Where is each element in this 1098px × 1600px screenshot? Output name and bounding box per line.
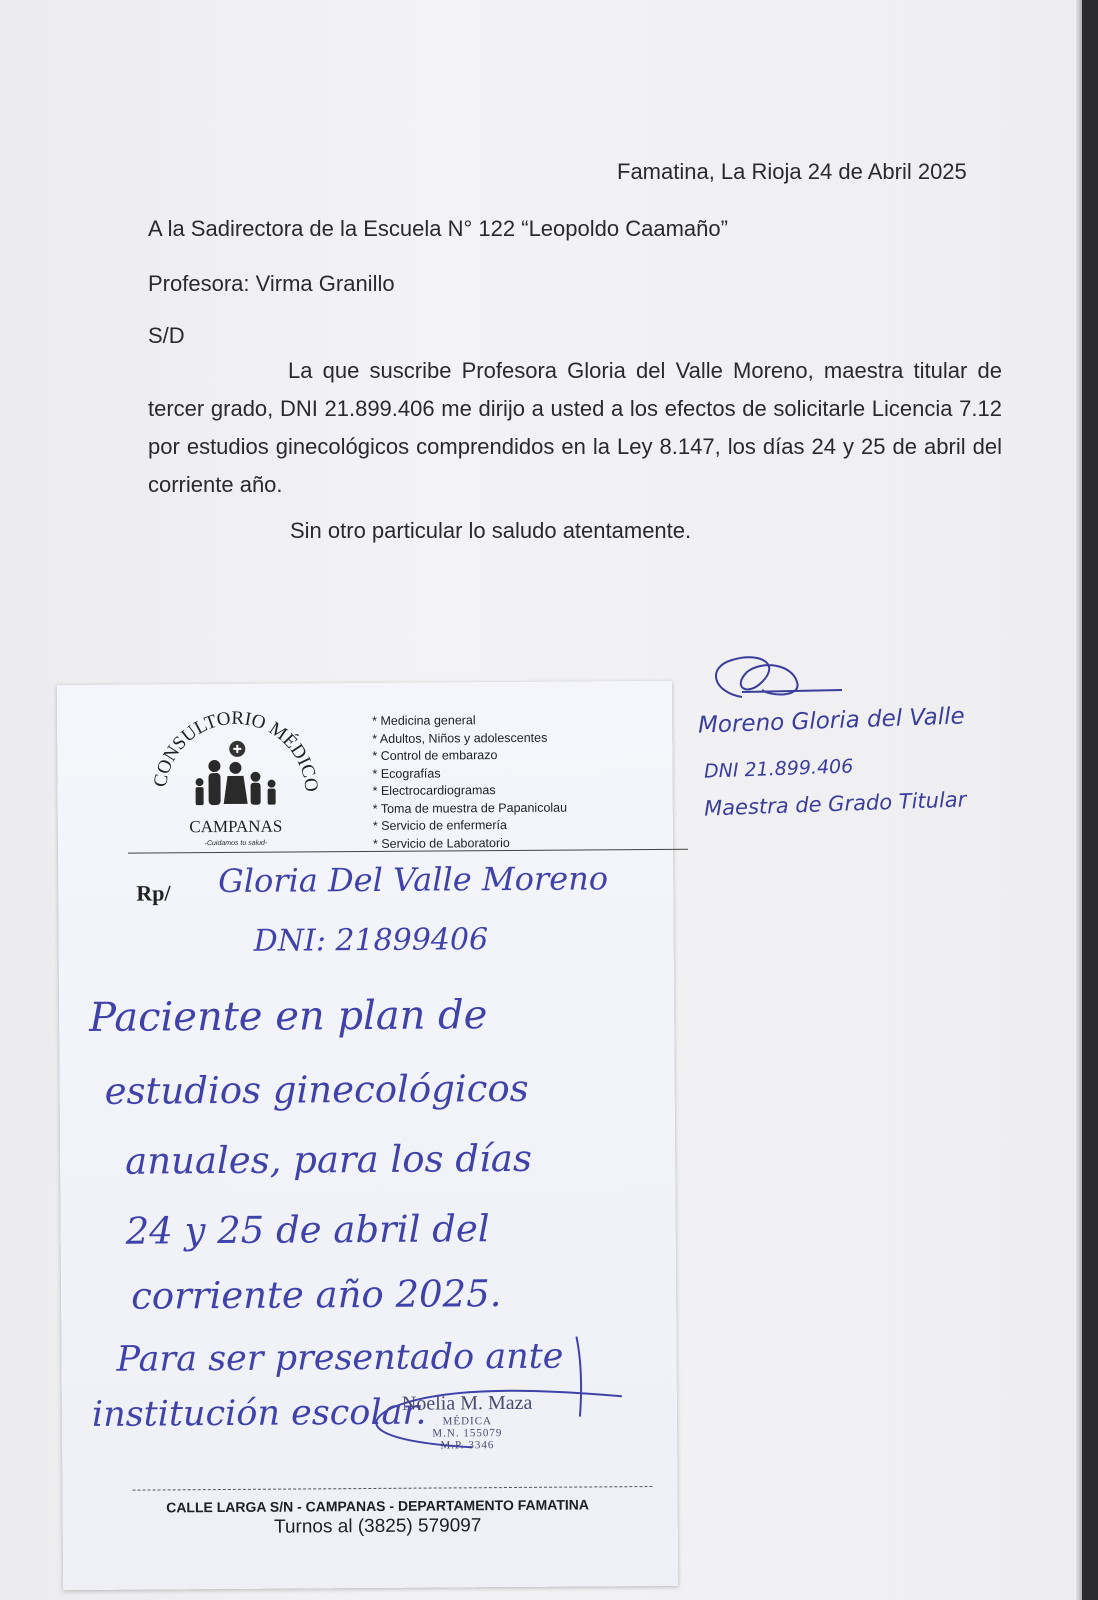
- handwritten-line-3: Paciente en plan de: [89, 992, 488, 1041]
- handwritten-line-4: estudios ginecológicos: [104, 1066, 529, 1113]
- service-item: * Toma de muestra de Papanicolau: [372, 800, 568, 816]
- service-item: * Control de embarazo: [372, 748, 498, 763]
- stamp-mp: M.P. 3346: [440, 1439, 495, 1452]
- letter-professor: Profesora: Virma Granillo: [148, 271, 395, 296]
- handwritten-line-1: Gloria Del Valle Moreno: [218, 859, 609, 901]
- letter-body: [148, 352, 1002, 504]
- prescription-footer: [133, 1496, 623, 1539]
- letter-addressee: A la Sadirectora de la Escuela N° 122 “Leopoldo Caamaño”: [148, 216, 728, 241]
- letter-body-text: La que suscribe Profesora Gloria del Valle Moreno, maestra titular de tercer grado, DNI 21.899.406 me dirijo a usted a los efectos de solicitarle Licencia 7.12 por estudios ginecológicos comprendidos en la Ley 8.147, los días 24 y 25 de abril del corriente año.: [148, 358, 1002, 497]
- signature-block: [697, 660, 1070, 860]
- paper-edge-shadow: [1076, 0, 1082, 1600]
- logo-bottom-text: CAMPANAS: [189, 816, 283, 837]
- handwritten-line-6: 24 y 25 de abril del: [125, 1207, 490, 1253]
- signature-dni: DNI 21.899.406: [703, 755, 854, 783]
- footer-phone: Turnos al (3825) 579097: [273, 1515, 482, 1538]
- signature-role: Maestra de Grado Titular: [703, 787, 967, 821]
- signature-scribble: [702, 652, 852, 712]
- letter-sd: S/D: [148, 323, 185, 348]
- services-list: [372, 712, 567, 853]
- stamp-name: Noelia M. Maza: [401, 1391, 533, 1415]
- signature-name: Moreno Gloria del Valle: [697, 703, 966, 739]
- doctor-stamp: [402, 1392, 533, 1452]
- service-item: * Adultos, Niños y adolescentes: [372, 730, 548, 746]
- letter-date: Famatina, La Rioja 24 de Abril 2025: [617, 159, 967, 184]
- service-item: * Ecografías: [372, 765, 441, 781]
- logo-tagline: -Cuidamos tu salud-: [204, 839, 268, 848]
- handwritten-line-5: anuales, para los días: [125, 1136, 533, 1183]
- rp-label: Rp/: [136, 880, 171, 906]
- service-item: * Servicio de enfermería: [372, 818, 507, 833]
- handwritten-line-2: DNI: 21899406: [253, 922, 489, 959]
- prescription-slip: [57, 681, 678, 1590]
- service-item: * Medicina general: [372, 713, 476, 728]
- stamp-mn: M.N. 155079: [432, 1427, 503, 1440]
- handwritten-line-9: institución escolar.: [91, 1392, 427, 1435]
- letter-closing: Sin otro particular lo saludo atentamente.: [290, 518, 692, 543]
- service-item: * Electrocardiogramas: [372, 783, 496, 798]
- logo-top-text: CONSULTORIO MÉDICO: [149, 707, 322, 794]
- stamp-title: MÉDICA: [442, 1415, 492, 1428]
- service-item: * Servicio de Laboratorio: [372, 835, 510, 851]
- footer-address: CALLE LARGA S/N - CAMPANAS - DEPARTAMENTO FAMATINA: [166, 1496, 590, 1516]
- handwritten-line-7: corriente año 2025.: [130, 1272, 502, 1318]
- footer-divider: [132, 1486, 652, 1491]
- handwritten-line-8: Para ser presentado ante: [116, 1336, 564, 1380]
- clinic-logo: [147, 693, 323, 854]
